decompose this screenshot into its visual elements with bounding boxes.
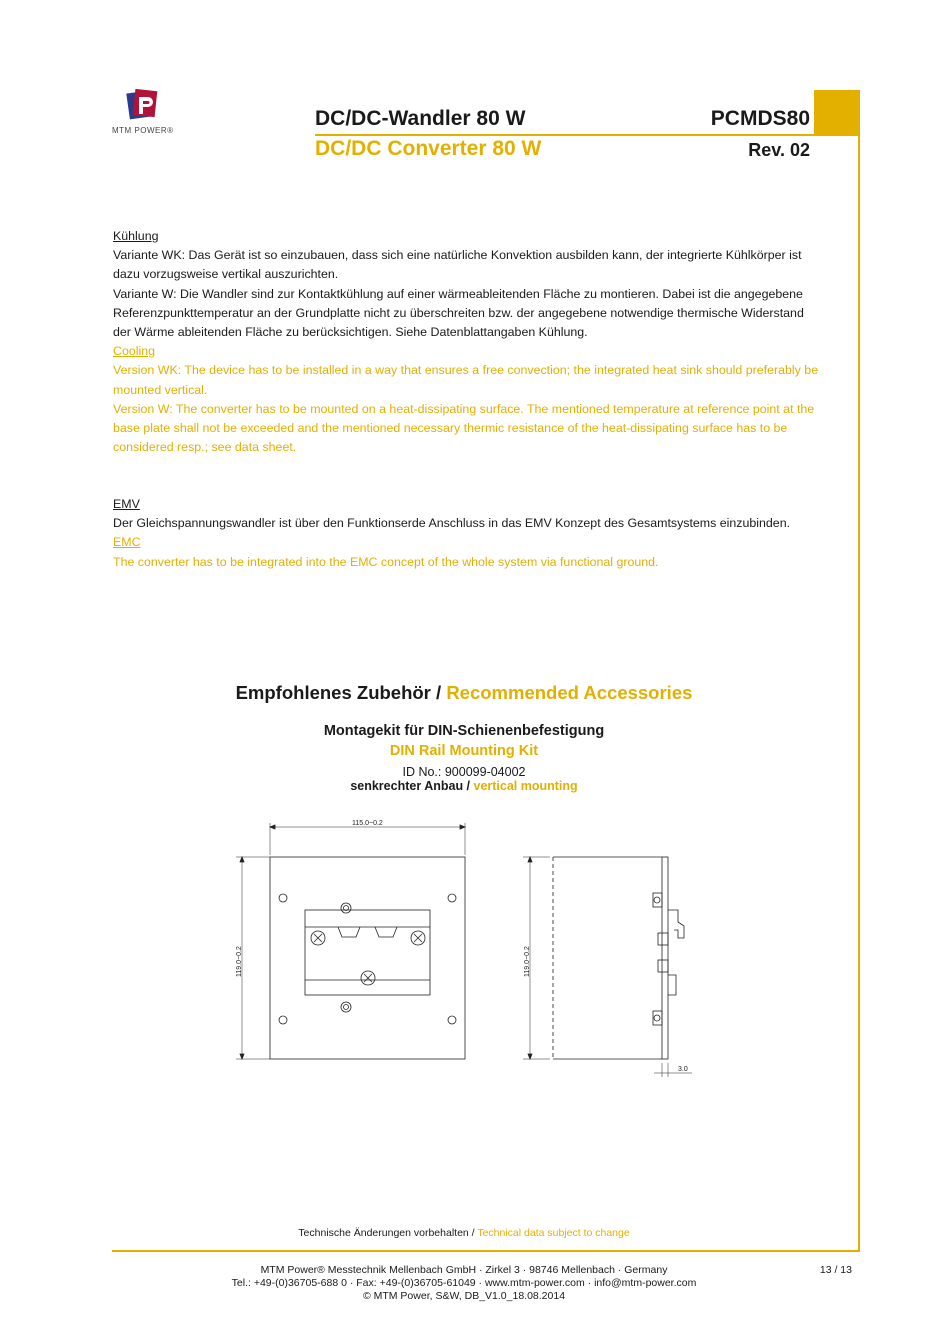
dim-depth-label: 3.0	[678, 1066, 688, 1073]
cooling-wk-en: Version WK: The device has to be installed in a way that ensures a free convection; the integrated heat sink should preferably be mounted vertical.	[113, 363, 819, 397]
kit-mounting-en: vertical mounting	[473, 779, 578, 793]
kit-id-value: 900099-04002	[444, 765, 526, 779]
emc-text-de: Der Gleichspannungswandler ist über den Funktionserde Anschluss in das EMV Konzept des Gesamtsystems einzubinden.	[113, 516, 791, 531]
kit-mounting	[0, 779, 928, 793]
frame-right-rule	[858, 92, 860, 1252]
disclaimer-de: Technische Änderungen vorbehalten /	[298, 1227, 478, 1239]
title-de: DC/DC-Wandler 80 W	[315, 107, 526, 130]
kit-title-en: DIN Rail Mounting Kit	[389, 743, 539, 759]
corner-holes	[279, 894, 456, 1024]
logo-text: MTM POWER®	[112, 126, 174, 135]
frame-bottom-rule	[112, 1250, 860, 1252]
kit-mounting-de: senkrechter Anbau /	[350, 779, 474, 793]
kit-title-de: Montagekit für DIN-Schienenbefestigung	[323, 723, 605, 739]
cooling-heading-de: Kühlung	[113, 229, 159, 243]
footer-contact: Tel.: +49-(0)36705-688 0 · Fax: +49-(0)36705-61049 · www.mtm-power.com · info@mtm-power.com	[231, 1277, 697, 1289]
title-rule	[315, 134, 815, 136]
accessories-title-en: Recommended Accessories	[446, 682, 693, 703]
disclaimer	[0, 1227, 928, 1239]
cooling-heading-en: Cooling	[113, 344, 156, 359]
emc-heading-de: EMV	[113, 497, 140, 511]
footer-company: MTM Power® Messtechnik Mellenbach GmbH · Zirkel 3 · 98746 Mellenbach · Germany	[260, 1264, 668, 1276]
dim-height-side-label: 119.0−0.2	[524, 946, 531, 977]
page-number: 13 / 13	[819, 1264, 852, 1276]
emc-heading-en: EMC	[113, 535, 141, 550]
title-en: DC/DC Converter 80 W	[315, 137, 542, 160]
dim-width-label: 115.0−0.2	[352, 820, 383, 827]
front-view	[236, 820, 465, 1059]
cooling-section	[113, 227, 825, 457]
din-rail-technical-drawing	[230, 815, 700, 1085]
mounting-screws	[311, 903, 425, 1012]
product-code: PCMDS80	[710, 107, 810, 130]
accessories-title-de: Empfohlenes Zubehör /	[235, 682, 447, 703]
cooling-wk-de: Variante WK: Das Gerät ist so einzubauen, dass sich eine natürliche Konvektion ausbilden kann, der integrierte Kühlkörper ist dazu vorzugsweise vertikal auszurichten.	[113, 248, 802, 282]
dim-height-front-label: 119.0−0.2	[236, 946, 243, 977]
side-view	[523, 857, 692, 1077]
emc-section	[113, 495, 825, 572]
cooling-w-de: Variante W: Die Wandler sind zur Kontaktkühlung auf einer wärmeableitenden Fläche zu montieren. Dabei ist die angegebene Referenzpunkttemperatur an der Grundplatte nicht zu überschreiten bzw. der angegebene notwendige thermische Widerstand der Wärme ableitenden Fläche zu berücksichtigen. Siehe Datenblattangaben Kühlung.	[113, 286, 804, 340]
header-accent-box	[814, 90, 860, 136]
revision: Rev. 02	[748, 140, 810, 160]
kit-id	[0, 765, 928, 779]
accessories-title	[0, 682, 928, 704]
kit-id-label: ID No.:	[402, 765, 445, 779]
cooling-w-en: Version W: The converter has to be mounted on a heat-dissipating surface. The mentioned temperature at reference point at the base plate shall not be exceeded and the mentioned necessary thermic resistance of the heat-dissipating surface has to be considered resp.; see data sheet.	[113, 401, 815, 455]
emc-text-en: The converter has to be integrated into the EMC concept of the whole system via functional ground.	[113, 554, 659, 569]
disclaimer-en: Technical data subject to change	[477, 1227, 630, 1239]
footer	[0, 1264, 928, 1303]
footer-copyright: © MTM Power, S&W, DB_V1.0_18.08.2014	[362, 1290, 566, 1302]
